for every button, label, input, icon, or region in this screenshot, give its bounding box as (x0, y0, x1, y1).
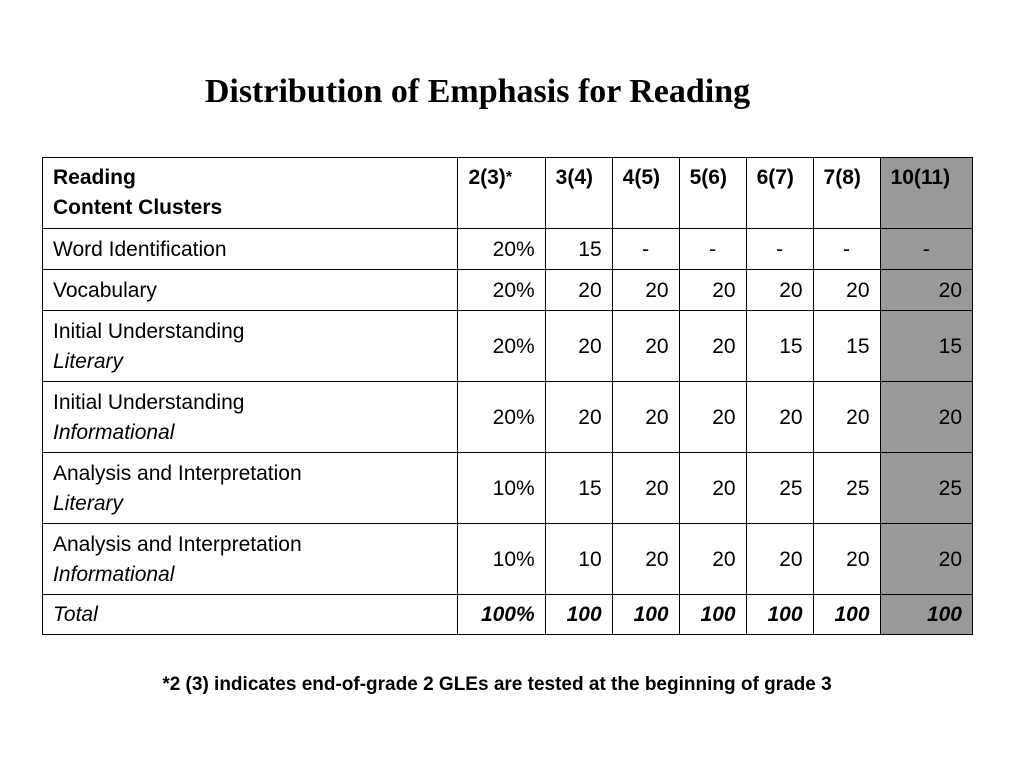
table-cell: 20 (612, 524, 679, 595)
row-label: Vocabulary (43, 270, 458, 311)
total-cell: 100% (458, 595, 545, 635)
table-row (43, 270, 973, 311)
total-cell: 100 (880, 595, 972, 635)
table-header-row (43, 158, 973, 229)
header-grade: 10(11) (880, 158, 972, 229)
row-sublabel: Literary (53, 349, 124, 373)
table-cell: 25 (880, 453, 972, 524)
total-cell: 100 (813, 595, 880, 635)
table-cell: 10% (458, 453, 545, 524)
table-cell: 25 (813, 453, 880, 524)
table-cell: 10% (458, 524, 545, 595)
table-cell: - (679, 229, 746, 270)
table-cell: 20 (612, 453, 679, 524)
emphasis-table (42, 157, 973, 635)
table-cell: 20% (458, 311, 545, 382)
table-cell: 20 (679, 311, 746, 382)
table-row (43, 229, 973, 270)
table-cell: 20 (545, 270, 612, 311)
header-label-line2: Content Clusters (53, 196, 223, 219)
header-grade: 7(8) (813, 158, 880, 229)
table-cell: - (813, 229, 880, 270)
table-cell: 15 (545, 453, 612, 524)
row-label-cell (43, 382, 458, 453)
row-sublabel: Informational (53, 420, 175, 444)
table-row (43, 453, 973, 524)
row-sublabel: Informational (53, 562, 175, 586)
table-cell: 20 (746, 524, 813, 595)
row-label-cell (43, 453, 458, 524)
table-cell: 20% (458, 229, 545, 270)
table-cell: 10 (545, 524, 612, 595)
table-cell: 20 (880, 524, 972, 595)
table-cell: 15 (813, 311, 880, 382)
table-cell: 20% (458, 270, 545, 311)
table-cell: 20 (813, 382, 880, 453)
row-label: Initial Understanding (53, 319, 245, 343)
table-cell: 25 (746, 453, 813, 524)
total-cell: 100 (545, 595, 612, 635)
table-cell: - (880, 229, 972, 270)
row-label: Initial Understanding (53, 390, 245, 414)
table-cell: 20 (612, 382, 679, 453)
total-cell: 100 (746, 595, 813, 635)
table-cell: 20 (679, 270, 746, 311)
table-cell: 20 (746, 382, 813, 453)
header-grade: 4(5) (612, 158, 679, 229)
table-cell: 20 (679, 453, 746, 524)
footnote: *2 (3) indicates end-of-grade 2 GLEs are tested at the beginning of grade 3 (162, 674, 832, 695)
table-cell: 20 (545, 382, 612, 453)
row-label-cell (43, 524, 458, 595)
table-cell: 20 (679, 382, 746, 453)
table-cell: 15 (746, 311, 813, 382)
table-cell: 20 (746, 270, 813, 311)
table-cell: 20 (612, 311, 679, 382)
header-label-cell (43, 158, 458, 229)
row-label: Word Identification (43, 229, 458, 270)
table-cell: 20 (545, 311, 612, 382)
table-cell: - (746, 229, 813, 270)
total-row (43, 595, 973, 635)
table-row (43, 311, 973, 382)
table-cell: 20 (880, 270, 972, 311)
header-grade: 2(3) (468, 166, 506, 189)
table-cell: 20 (813, 524, 880, 595)
total-cell: 100 (679, 595, 746, 635)
total-label: Total (43, 595, 458, 635)
header-grade: 3(4) (545, 158, 612, 229)
table-cell: 20% (458, 382, 545, 453)
header-grade: 6(7) (746, 158, 813, 229)
table-cell: 20 (813, 270, 880, 311)
header-grade-cell (458, 158, 545, 229)
table-row (43, 524, 973, 595)
row-label: Analysis and Interpretation (53, 461, 302, 485)
table-cell: 15 (545, 229, 612, 270)
header-label-line1: Reading (53, 166, 136, 189)
table-cell: 20 (880, 382, 972, 453)
row-label: Analysis and Interpretation (53, 532, 302, 556)
total-cell: 100 (612, 595, 679, 635)
table-row (43, 382, 973, 453)
header-grade: 5(6) (679, 158, 746, 229)
row-label-cell (43, 311, 458, 382)
table-cell: - (612, 229, 679, 270)
page-title: Distribution of Emphasis for Reading (204, 73, 751, 110)
table-cell: 20 (612, 270, 679, 311)
table-cell: 20 (679, 524, 746, 595)
row-sublabel: Literary (53, 491, 124, 515)
footnote-marker: * (505, 169, 513, 186)
table-cell: 15 (880, 311, 972, 382)
